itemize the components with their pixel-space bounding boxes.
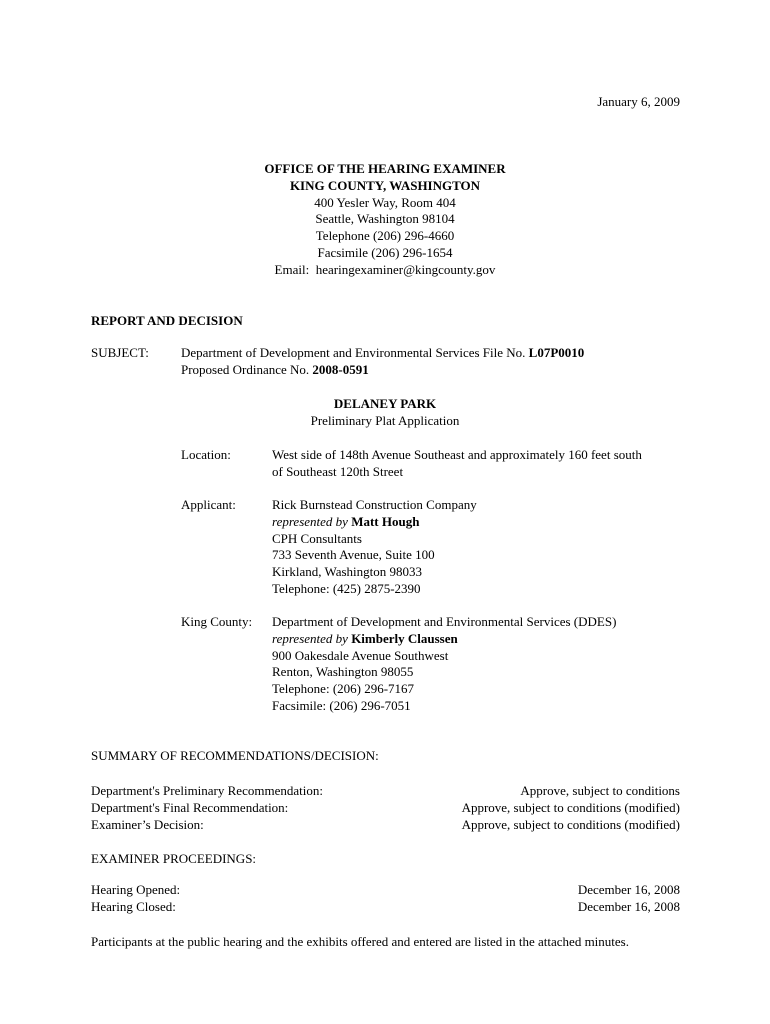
subject-label: SUBJECT: <box>91 345 149 360</box>
location-line2: of Southeast 120th Street <box>272 463 404 479</box>
recommendation-row <box>91 817 680 834</box>
recommendation-value: Approve, subject to conditions (modified) <box>461 816 680 832</box>
king-county-representative-line <box>272 631 682 648</box>
location-label: Location: <box>181 447 231 462</box>
summary-heading: SUMMARY OF RECOMMENDATIONS/DECISION: <box>91 748 379 763</box>
subject-line1-text: Department of Development and Environmental Services File No. <box>181 345 526 360</box>
hearing-row <box>91 882 680 899</box>
office-address: 400 Yesler Way, Room 404 <box>314 194 456 210</box>
king-county-body <box>272 614 682 715</box>
recommendation-row <box>91 783 680 800</box>
subject-body <box>181 345 584 379</box>
office-city: Seattle, Washington 98104 <box>315 211 455 227</box>
applicant-represented-by: represented by <box>272 513 348 529</box>
applicant-city: Kirkland, Washington 98033 <box>272 564 423 580</box>
king-county-address: 900 Oakesdale Avenue Southwest <box>272 647 449 663</box>
location-body <box>272 447 682 481</box>
recommendation-value: Approve, subject to conditions (modified) <box>461 799 680 815</box>
proceedings-heading: EXAMINER PROCEEDINGS: <box>91 851 257 866</box>
office-email-line <box>0 262 770 279</box>
location-line1: West side of 148th Avenue Southeast and approximately 160 feet south <box>272 447 642 462</box>
hearing-table <box>91 882 680 916</box>
applicant-firm: CPH Consultants <box>272 530 362 546</box>
hearing-value: December 16, 2008 <box>577 882 680 897</box>
recommendation-label: Examiner’s Decision: <box>91 816 204 832</box>
king-county-represented-by: represented by <box>272 630 348 646</box>
recommendation-label: Department's Preliminary Recommendation: <box>91 783 323 798</box>
participants-note: Participants at the public hearing and the exhibits offered and entered are listed in the attached minutes. <box>91 934 629 949</box>
document-date: January 6, 2009 <box>597 94 680 109</box>
king-county-facsimile: Facsimile: (206) 296-7051 <box>272 697 411 713</box>
applicant-label: Applicant: <box>181 497 236 512</box>
king-county-representative: Kimberly Claussen <box>351 630 458 646</box>
recommendation-label: Department's Final Recommendation: <box>91 799 289 815</box>
office-telephone: Telephone (206) 296-4660 <box>315 228 455 244</box>
office-email-label: Email: <box>274 261 310 277</box>
hearing-row <box>91 899 680 916</box>
applicant-representative-line <box>272 514 682 531</box>
project-name: DELANEY PARK <box>333 396 437 411</box>
king-county-telephone: Telephone: (206) 296-7167 <box>272 681 415 697</box>
office-facsimile: Facsimile (206) 296-1654 <box>317 244 453 260</box>
recommendation-value: Approve, subject to conditions <box>520 783 680 798</box>
office-name: OFFICE OF THE HEARING EXAMINER <box>264 161 506 176</box>
king-county-label: King County: <box>181 614 253 629</box>
office-county: KING COUNTY, WASHINGTON <box>289 177 481 193</box>
hearing-label: Hearing Opened: <box>91 882 181 897</box>
project-type: Preliminary Plat Application <box>310 412 460 428</box>
office-email: hearingexaminer@kingcounty.gov <box>315 261 496 277</box>
subject-line2-text: Proposed Ordinance No. <box>181 361 310 377</box>
applicant-telephone: Telephone: (425) 2875-2390 <box>272 580 421 596</box>
subject-file-no: L07P0010 <box>528 345 585 360</box>
recommendation-row <box>91 800 680 817</box>
report-title: REPORT AND DECISION <box>91 313 243 328</box>
office-header <box>0 161 770 279</box>
subject-ordinance-no: 2008-0591 <box>312 361 369 377</box>
king-county-city: Renton, Washington 98055 <box>272 664 414 680</box>
hearing-value: December 16, 2008 <box>577 898 680 914</box>
applicant-body <box>272 497 682 598</box>
project-header <box>0 396 770 430</box>
applicant-representative: Matt Hough <box>351 513 420 529</box>
king-county-department: Department of Development and Environmental Services (DDES) <box>272 614 617 629</box>
hearing-label: Hearing Closed: <box>91 898 176 914</box>
applicant-company: Rick Burnstead Construction Company <box>272 497 477 512</box>
recommendations-table <box>91 783 680 833</box>
applicant-address: 733 Seventh Avenue, Suite 100 <box>272 547 435 563</box>
